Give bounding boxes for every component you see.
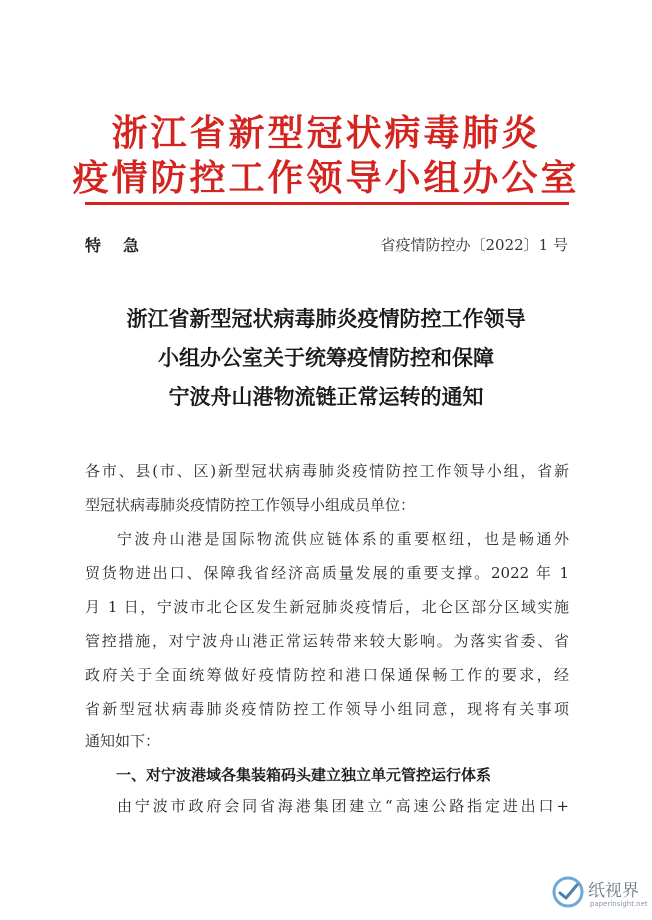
watermark [552, 872, 648, 916]
paragraph-1-line-6: 省新型冠状病毒肺炎疫情防控工作领导小组同意，现将有关事项 [85, 700, 569, 718]
document-number: 省疫情防控办〔2022〕1 号 [380, 236, 568, 254]
paragraph-1-line-3: 月 1 日，宁波市北仑区发生新冠肺炎疫情后，北仑区部分区域实施 [85, 598, 569, 616]
section-1-heading: 一、对宁波港域各集装箱码头建立独立单元管控运行体系 [116, 766, 492, 784]
paragraph-1-line-4: 管控措施，对宁波舟山港正常运转带来较大影响。为落实省委、省 [85, 632, 569, 650]
urgency-label: 特急 [85, 236, 162, 255]
paragraph-1-line-2: 贸货物进出口、保障我省经济高质量发展的重要支撑。2022 年 1 [85, 564, 569, 582]
issuer-title-line-2: 疫情防控工作领导小组办公室 [72, 157, 580, 199]
paragraph-1-line-5: 政府关于全面统筹做好疫情防控和港口保通保畅工作的要求，经 [85, 666, 569, 684]
watermark-brand: 纸视界 [588, 881, 639, 901]
paragraph-1-line-1: 宁波舟山港是国际物流供应链体系的重要枢纽，也是畅通外 [117, 530, 569, 548]
watermark-url: paperinsight.net [590, 900, 648, 908]
notice-title-line-3: 宁波舟山港物流链正常运转的通知 [168, 384, 484, 409]
issuer-title-line-1: 浙江省新型冠状病毒肺炎 [111, 112, 541, 154]
red-header-rule [85, 202, 569, 205]
salutation-line-2: 型冠状病毒肺炎疫情防控工作领导小组成员单位： [85, 496, 416, 514]
notice-title-line-1: 浙江省新型冠状病毒肺炎疫情防控工作领导 [126, 306, 526, 331]
paragraph-1-line-7: 通知如下： [85, 732, 161, 750]
section-1-line-1: 由宁波市政府会同省海港集团建立“高速公路指定进出口+ [117, 797, 569, 815]
paper-insight-logo-icon [552, 876, 584, 908]
notice-title-line-2: 小组办公室关于统筹疫情防控和保障 [158, 345, 494, 370]
salutation-line-1: 各市、县(市、区)新型冠状病毒肺炎疫情防控工作领导小组，省新 [85, 462, 569, 480]
